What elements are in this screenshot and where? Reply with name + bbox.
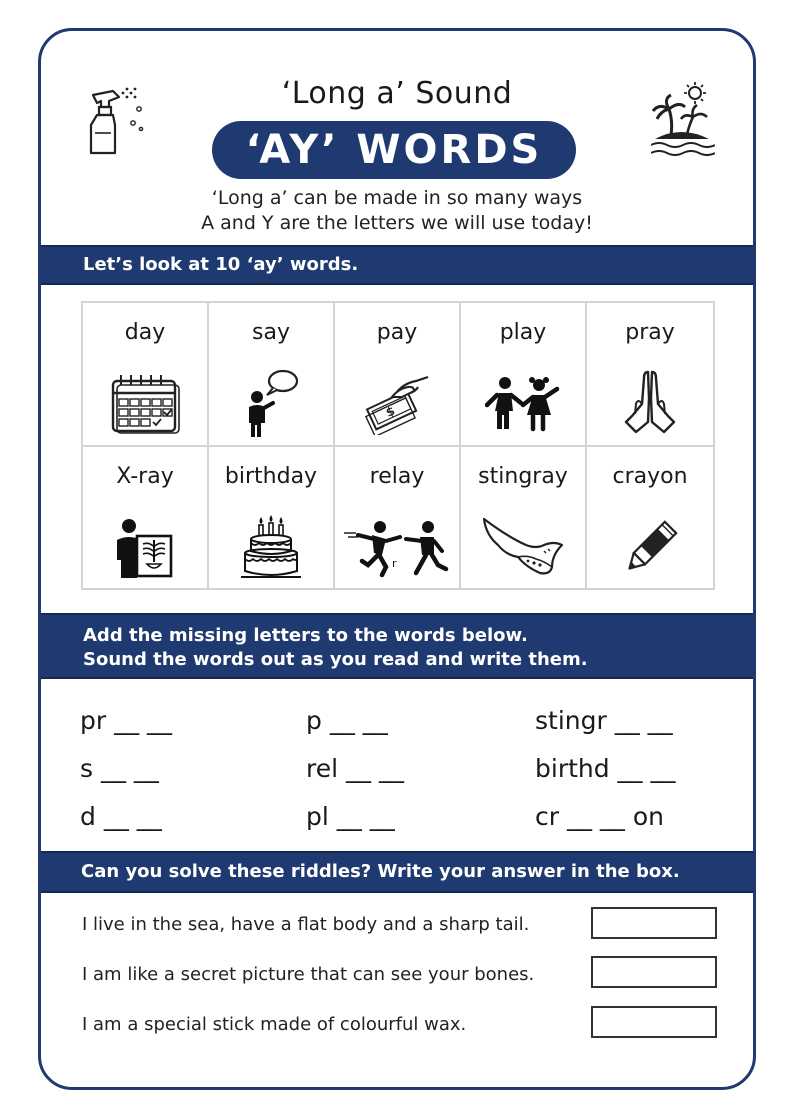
word-cell: day — [83, 303, 209, 361]
fill-in-word[interactable]: d __ __ — [80, 802, 162, 831]
picture-cell — [83, 505, 209, 590]
svg-text:$: $ — [383, 403, 398, 420]
fill-in-word[interactable]: pr __ __ — [80, 706, 173, 735]
riddle-text: I am like a secret picture that can see your bones. — [82, 964, 535, 985]
calendar-icon — [109, 371, 181, 435]
intro-line-2: A and Y are the letters we will use today! — [201, 212, 593, 234]
word-cell: stingray — [461, 447, 587, 505]
word-cell: play — [461, 303, 587, 361]
intro-line-1: ‘Long a’ can be made in so many ways — [211, 187, 583, 209]
riddle-answer-box[interactable] — [591, 1006, 717, 1038]
section-heading-words: Let’s look at 10 ‘ay’ words. — [41, 245, 753, 285]
riddle-answer-box[interactable] — [591, 956, 717, 988]
fill-in-word[interactable]: stingr __ __ — [535, 706, 673, 735]
picture-cell — [461, 505, 587, 590]
stingray-icon — [478, 515, 568, 581]
word-cell: say — [209, 303, 335, 361]
intro-text — [41, 186, 753, 236]
riddle-text: I live in the sea, have a flat body and a sharp tail. — [82, 914, 530, 935]
birthday-cake-icon — [239, 515, 303, 581]
word-cell: pray — [625, 319, 675, 345]
section-heading-riddles: Can you solve these riddles? Write your answer in the box. — [41, 851, 753, 893]
picture-cell — [209, 505, 335, 590]
children-playing-icon — [485, 373, 561, 433]
page-subtitle: ‘Long a’ Sound — [281, 76, 513, 111]
word-picture-grid — [81, 301, 715, 590]
word-cell: birthday — [209, 447, 335, 505]
picture-cell — [335, 361, 461, 447]
word-cell: X-ray — [83, 447, 209, 505]
praying-hands-icon — [622, 368, 678, 438]
picture-cell — [587, 361, 713, 447]
section-heading-missing-letters — [41, 613, 753, 679]
picture-cell — [461, 361, 587, 447]
fill-in-word[interactable]: s __ __ — [80, 754, 159, 783]
svg-text:r: r — [392, 556, 397, 570]
picture-cell — [83, 361, 209, 447]
fill-in-word[interactable]: p __ __ — [306, 706, 388, 735]
picture-cell — [209, 361, 335, 447]
page-title: ‘AY’ WORDS — [212, 121, 576, 179]
word-cell: relay — [335, 447, 461, 505]
riddle-text: I am a special stick made of colourful wax. — [82, 1014, 467, 1035]
word-cell: crayon — [612, 463, 688, 489]
word-cell: pay — [335, 303, 461, 361]
heading-line-2: Sound the words out as you read and write them. — [83, 649, 588, 670]
fill-in-word[interactable]: rel __ __ — [306, 754, 404, 783]
worksheet-card — [38, 28, 756, 1090]
fill-in-word[interactable]: cr __ __ on — [535, 802, 665, 831]
speaking-person-icon — [241, 367, 301, 439]
relay-runners-icon — [342, 517, 452, 579]
hand-paying-money-icon — [362, 371, 432, 435]
riddle-answer-box[interactable] — [591, 907, 717, 939]
xray-icon — [113, 516, 177, 580]
picture-cell — [335, 505, 461, 590]
fill-in-word[interactable]: pl __ __ — [306, 802, 395, 831]
crayon-icon — [620, 515, 680, 581]
heading-line-1: Add the missing letters to the words below. — [83, 625, 528, 646]
fill-in-word[interactable]: birthd __ __ — [535, 754, 676, 783]
picture-cell — [587, 505, 713, 590]
